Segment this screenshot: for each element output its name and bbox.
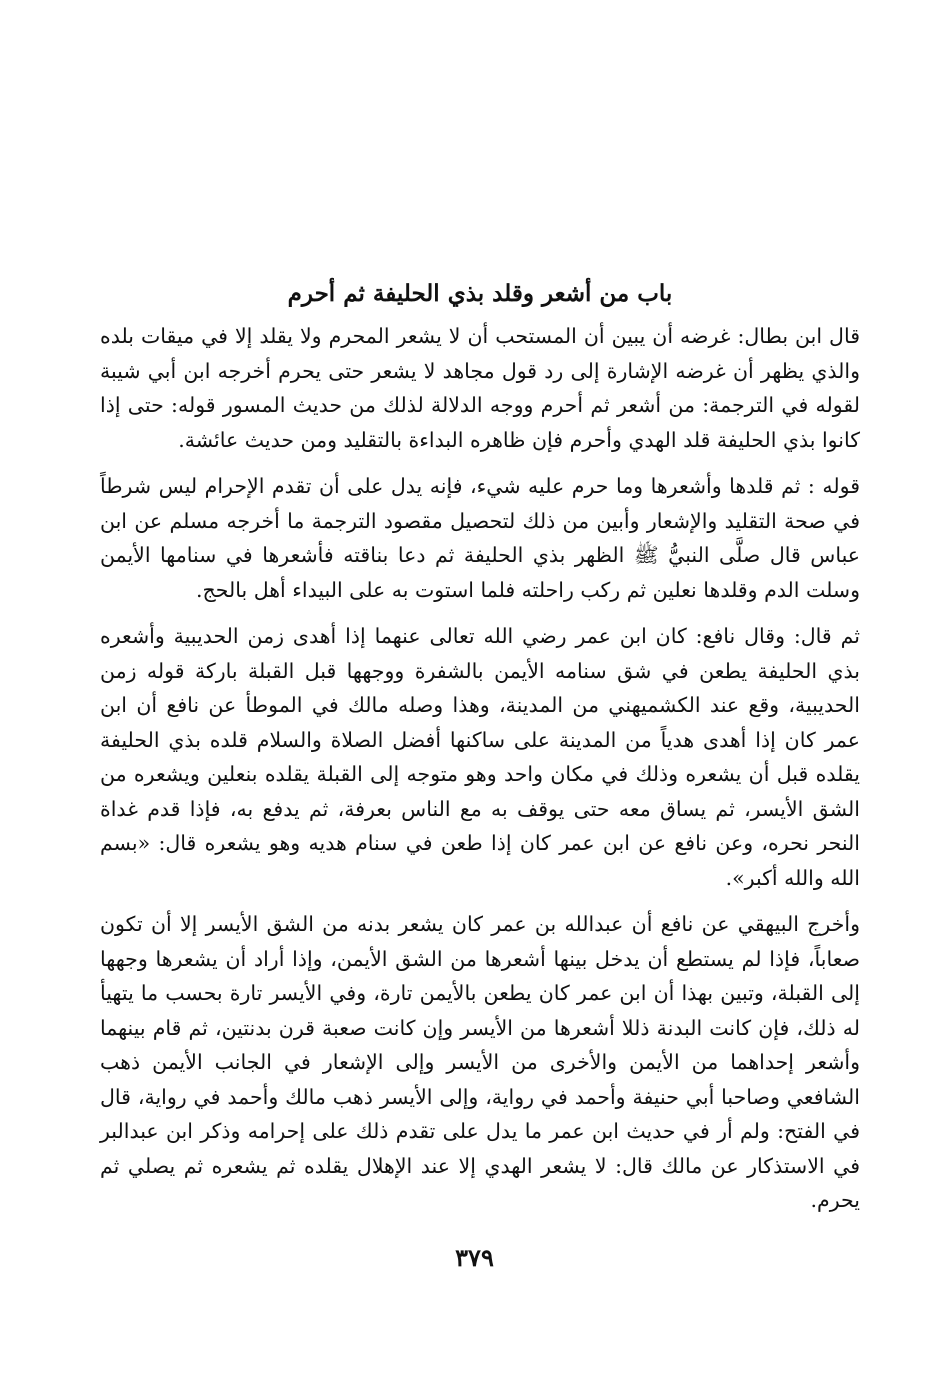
paragraph: قوله : ثم قلدها وأشعرها وما حرم عليه شيء، فإنه يدل على أن تقدم الإحرام ليس شرطاً في صحة التقليد والإشعار وأبين من ذلك لتحصيل مقصود الترجمة ما أخرجه مسلم عن ابن عباس قال صلَّى النبيُّ ﷺ الظهر بذي الحليفة ثم دعا بناقته فأشعرها في سنامها الأيمن وسلت الدم وقلدها نعلين ثم ركب راحلته فلما استوت به على البيداء أهل بالحج. xyxy=(100,474,860,602)
page-number: ٣٧٩ xyxy=(455,1243,494,1272)
chapter-heading: باب من أشعر وقلد بذي الحليفة ثم أحرم xyxy=(287,280,673,307)
paragraph: ثم قال: وقال نافع: كان ابن عمر رضي الله تعالى عنهما إذا أهدى زمن الحديبية وأشعره بذي الحليفة يطعن في شق سنامه الأيمن بالشفرة ووجهها قبل القبلة باركة قوله زمن الحديبية، وقع عند الكشميهني من المدينة، وهذا وصله مالك في الموطأ عن نافع أن ابن عمر كان إذا أهدى هدياً من المدينة على ساكنها أفضل الصلاة والسلام قلده بذي الحليفة يقلده قبل أن يشعره وذلك في مكان واحد وهو متوجه إلى القبلة يقلده بنعلين ويشعره من الشق الأيسر، ثم يساق معه حتى يوقف به مع الناس بعرفة، ثم يدفع به، فإذا قدم غداة النحر نحره، وعن نافع عن ابن عمر كان إذا طعن في سنام هديه وهو يشعره قال: «بسم الله والله أكبر». xyxy=(100,624,860,890)
page-content xyxy=(100,275,860,1230)
paragraph: وأخرج البيهقي عن نافع أن عبدالله بن عمر كان يشعر بدنه من الشق الأيسر إلا أن تكون صعاباً، فإذا لم يستطع أن يدخل بينها أشعرها من الشق الأيمن، وإذا أراد أن يشعرها وجهها إلى القبلة، وتبين بهذا أن ابن عمر كان يطعن بالأيمن تارة، وفي الأيسر تارة بحسب ما يتهيأ له ذلك، فإن كانت البدنة ذللا أشعرها من الأيسر وإن كانت صعبة قرن بدنتين، ثم قام بينهما وأشعر إحداهما من الأيمن والأخرى من الأيسر وإلى الإشعار في الجانب الأيمن ذهب الشافعي وصاحبا أبي حنيفة وأحمد في رواية، وإلى الأيسر ذهب مالك وأحمد في رواية، قال في الفتح: ولم أر في حديث ابن عمر ما يدل على تقدم ذلك على إحرامه وذكر ابن عبدالبر في الاستذكار عن مالك قال: لا يشعر الهدي إلا عند الإهلال يقلده ثم يشعره ثم يصلي ثم يحرم. xyxy=(100,912,860,1212)
paragraph: قال ابن بطال: غرضه أن يبين أن المستحب أن لا يشعر المحرم ولا يقلد إلا في ميقات بلده والذي يظهر أن غرضه الإشارة إلى رد قول مجاهد لا يشعر حتى يحرم أخرجه ابن أبي شيبة لقوله في الترجمة: من أشعر ثم أحرم ووجه الدلالة لذلك من حديث المسور قوله: حتى إذا كانوا بذي الحليفة قلد الهدي وأحرم فإن ظاهره البداءة بالتقليد ومن حديث عائشة. xyxy=(100,324,860,452)
